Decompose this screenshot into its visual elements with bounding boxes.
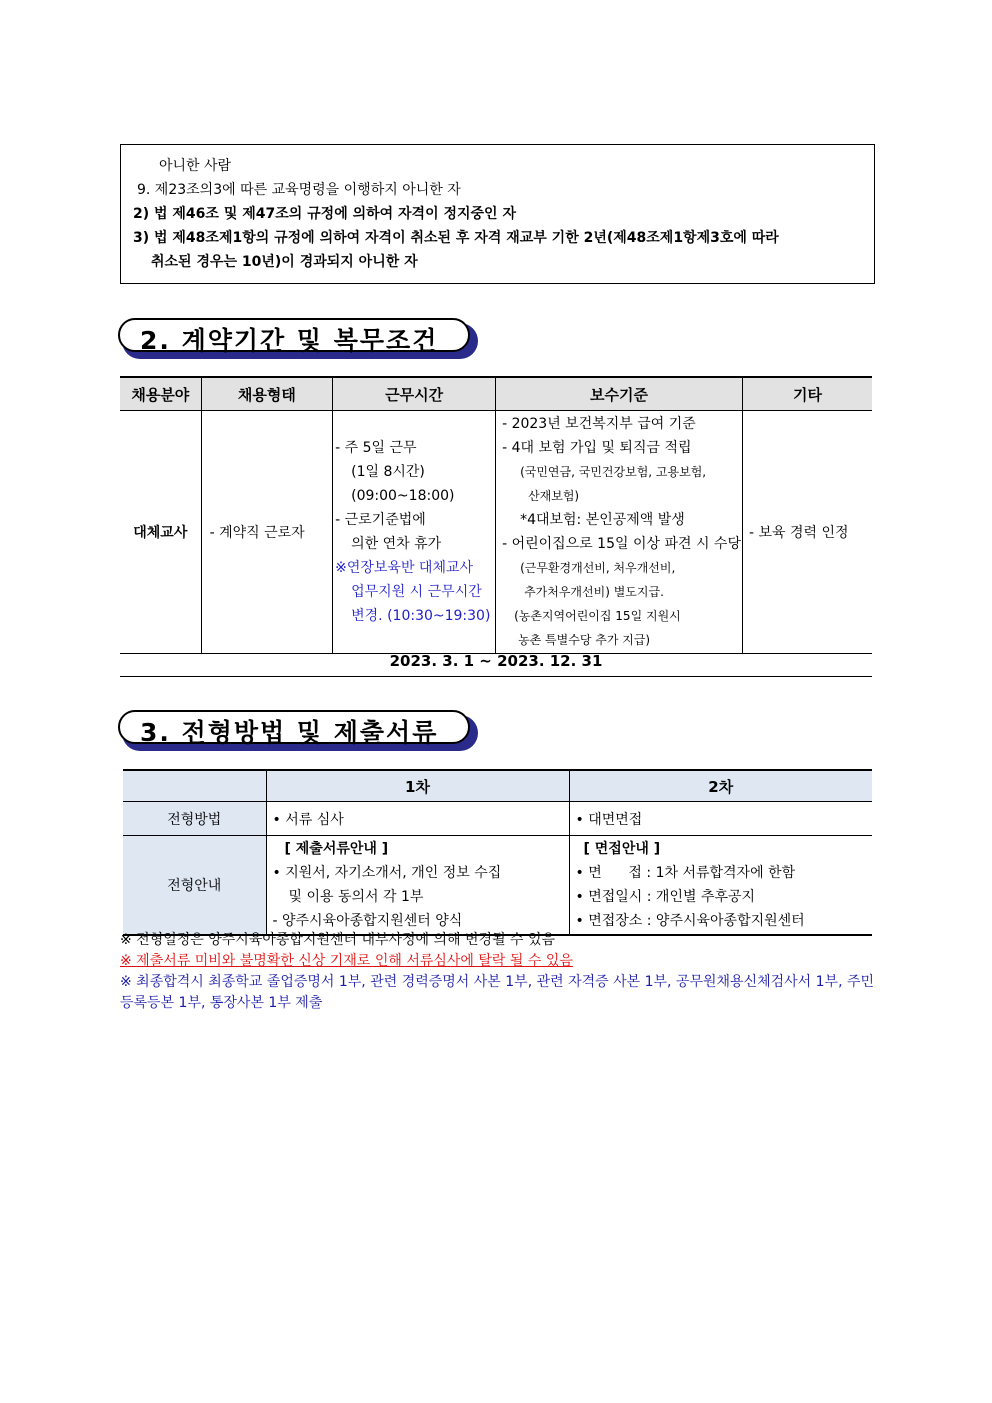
guide-round-1 xyxy=(266,836,569,936)
note-schedule: ※ 전형일정은 양주시육아종합지원센터 내부사정에 의해 변경될 수 있음 xyxy=(120,932,556,948)
guide-line: • 면접장소 : 양주시육아종합지원센터 xyxy=(575,913,805,929)
guide-line: • 지원서, 자기소개서, 개인 정보 수집 xyxy=(272,865,502,881)
header-hours: 근무시간 xyxy=(333,377,496,411)
other-cell: - 보육 경력 인정 xyxy=(742,411,872,654)
table-header-row xyxy=(120,377,872,411)
header-blank xyxy=(123,770,266,802)
section-title: 2. 계약기간 및 복무조건 xyxy=(140,326,439,355)
pay-line: 추가처우개선비) 별도지급. xyxy=(524,585,664,599)
pay-cell xyxy=(496,411,743,654)
employment-type-cell: - 계약직 근로자 xyxy=(201,411,333,654)
header-field: 채용분야 xyxy=(120,377,201,411)
guide-line: [ 면접안내 ] xyxy=(583,841,661,857)
header-other: 기타 xyxy=(742,377,872,411)
disqualification-box xyxy=(120,144,875,284)
note-final-documents: ※ 최종합격시 최종학교 졸업증명서 1부, 관련 경력증명서 사본 1부, 관련 자격증 사본 1부, 공무원채용신체검사서 1부, 주민등록등본 1부, 통장사본 1부 제출 xyxy=(120,974,875,1011)
hours-line: 의한 연차 휴가 xyxy=(351,536,442,552)
hours-line: (1일 8시간) xyxy=(351,464,425,480)
hours-note-line: 변경. (10:30~19:30) xyxy=(351,608,491,624)
guide-label: 전형안내 xyxy=(123,836,266,936)
hours-note-line: 업무지원 시 근무시간 xyxy=(351,584,482,600)
pay-line: - 4대 보험 가입 및 퇴직금 적립 xyxy=(502,440,692,456)
table-row xyxy=(120,411,872,654)
field-cell: 대체교사 xyxy=(120,411,201,654)
pay-line: (근무환경개선비, 처우개선비, xyxy=(520,561,676,575)
contract-period: 2023. 3. 1 ~ 2023. 12. 31 xyxy=(120,646,872,677)
note-warning: ※ 제출서류 미비와 불명확한 신상 기재로 인해 서류심사에 탈락 될 수 있음 xyxy=(120,953,573,969)
hours-note-line: ※연장보육반 대체교사 xyxy=(335,560,474,576)
box-line-1: 아니한 사람 xyxy=(159,158,232,174)
pay-line: 농촌 특별수당 추가 지급) xyxy=(518,633,651,647)
hours-line: - 주 5일 근무 xyxy=(335,440,417,456)
box-line-5: 취소된 경우는 10년)이 경과되지 아니한 자 xyxy=(151,254,418,270)
table-header-row xyxy=(123,770,872,802)
header-type: 채용형태 xyxy=(201,377,333,411)
selection-table xyxy=(123,769,872,936)
pay-line: (국민연금, 국민건강보험, 고용보험, xyxy=(520,465,707,479)
pay-line: - 어린이집으로 15일 이상 파견 시 수당 xyxy=(502,536,741,552)
hours-line: - 근로기준법에 xyxy=(335,512,426,528)
guide-round-2 xyxy=(569,836,872,936)
method-label: 전형방법 xyxy=(123,802,266,836)
pay-line: *4대보험: 본인공제액 발생 xyxy=(520,512,685,528)
header-round-1: 1차 xyxy=(266,770,569,802)
section-title: 3. 전형방법 및 제출서류 xyxy=(140,718,439,747)
pay-line: 산재보험) xyxy=(528,489,580,503)
guide-line: • 면접일시 : 개인별 추후공지 xyxy=(575,889,756,905)
section-heading-selection xyxy=(118,710,478,750)
method-round-1: • 서류 심사 xyxy=(266,802,569,836)
table-row xyxy=(123,802,872,836)
table-row xyxy=(123,836,872,936)
method-round-2: • 대면면접 xyxy=(569,802,872,836)
hours-line: (09:00~18:00) xyxy=(351,488,455,504)
notes xyxy=(120,930,876,1014)
guide-line: • 면 접 : 1차 서류합격자에 한함 xyxy=(575,865,796,881)
header-pay: 보수기준 xyxy=(496,377,743,411)
header-round-2: 2차 xyxy=(569,770,872,802)
box-line-4: 3) 법 제48조제1항의 규정에 의하여 자격이 취소된 후 자격 재교부 기한 2년(제48조제1항제3호에 따라 xyxy=(133,230,779,246)
pay-line: (농촌지역어린이집 15일 지원시 xyxy=(514,609,681,623)
section-heading-contract xyxy=(118,318,478,358)
box-line-3: 2) 법 제46조 및 제47조의 규정에 의하여 자격이 정지중인 자 xyxy=(133,206,516,222)
pay-line: - 2023년 보건복지부 급여 기준 xyxy=(502,416,696,432)
guide-line: 및 이용 동의서 각 1부 xyxy=(288,889,424,905)
contract-table xyxy=(120,376,872,654)
guide-line: [ 제출서류안내 ] xyxy=(284,841,389,857)
box-line-2: 9. 제23조의3에 따른 교육명령을 이행하지 아니한 자 xyxy=(137,182,461,198)
guide-line: - 양주시육아종합지원센터 양식 xyxy=(272,913,463,929)
work-hours-cell xyxy=(333,411,496,654)
